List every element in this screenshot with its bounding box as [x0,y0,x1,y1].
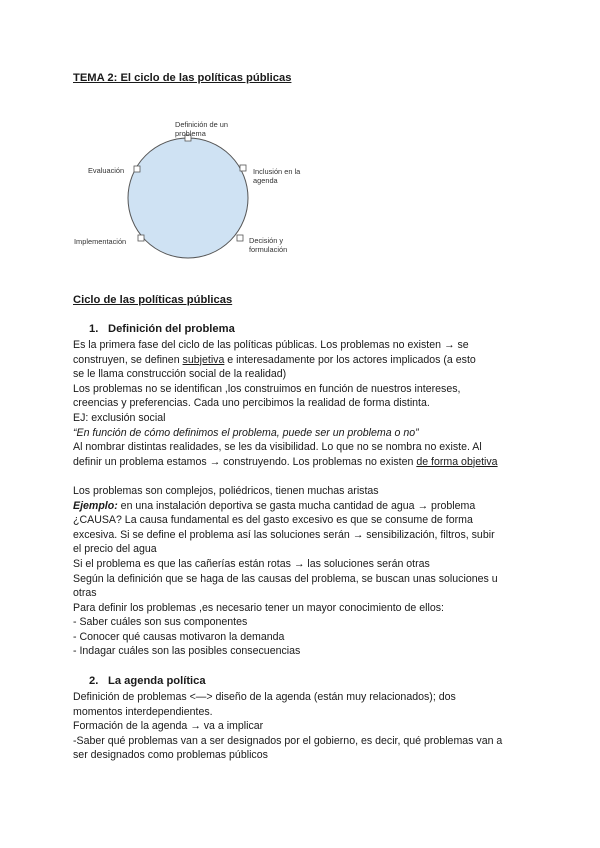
paragraph-line: Los problemas no se identifican ,los construimos en función de nuestros intereses, [73,382,461,395]
section-title: Ciclo de las políticas públicas [73,294,233,306]
paragraph-line: ¿CAUSA? La causa fundamental es del gasto excesivo es que se consume de forma [73,514,473,527]
paragraph-line: Formación de la agenda → va a implicar [73,720,264,733]
underlined-text: de forma objetiva [416,455,498,468]
paragraph-line: Para definir los problemas ,es necesario tener un mayor conocimiento de ellos: [73,601,444,614]
heading-text: La agenda política [108,675,206,687]
heading-text: Definición del problema [108,323,235,335]
paragraph-line: -Saber qué problemas van a ser designados por el gobierno, es decir, qué problemas van a [73,734,503,747]
paragraph-line: otras [73,587,97,600]
cycle-circle [128,138,248,258]
node-implementacion [138,235,144,241]
policy-cycle-diagram [60,112,320,272]
section-1-body [73,338,533,659]
text-run: en una instalación deportiva se gasta mucha cantidad de agua → problema [117,499,476,512]
paragraph-line: creencias y preferencias. Cada uno percibimos la realidad de forma distinta. [73,397,430,410]
bullet-item: - Indagar cuáles son las posibles consecuencias [73,645,301,658]
node-evaluacion [134,166,140,172]
paragraph-line: Según la definición que se haga de las causas del problema, se buscan unas soluciones u [73,572,498,585]
paragraph-line: Si el problema es que las cañerías están rotas → las soluciones serán otras [73,557,430,570]
paragraph-line: se le llama construcción social de la realidad) [73,368,287,381]
paragraph-line: Los problemas son complejos, poliédricos, tienen muchas aristas [73,484,379,497]
text-run: construyen, se definen [73,353,183,366]
example-label: Ejemplo: [73,499,118,512]
node-decision [237,235,243,241]
label-definicion: Definición de un problema [175,120,229,138]
quote-line: “En función de cómo definimos el problema, puede ser un problema o no” [73,426,419,439]
paragraph-line: excesiva. Si se define el problema así las soluciones serán → sensibilización, filtros, subir [73,528,495,541]
heading-agenda-politica [89,675,206,687]
paragraph-line: Definición de problemas <—> diseño de la agenda (están muy relacionados); dos [73,691,456,703]
paragraph-line: EJ: exclusión social [73,411,166,424]
node-inclusion [240,165,246,171]
label-implementacion: Implementación [74,237,127,246]
paragraph-line [73,455,533,470]
label-decision: Decisión y formulación [249,236,288,254]
text-run: definir un problema estamos → construyendo. Los problemas no existen [73,455,417,468]
section-2-body [73,690,533,763]
bullet-item: - Saber cuáles son sus componentes [73,616,248,629]
paragraph-line: ser designados como problemas públicos [73,749,268,762]
paragraph-line: Al nombrar distintas realidades, se les da visibilidad. Lo que no se nombra no existe. Al [73,441,482,454]
text-run: e interesadamente por los actores implicados (a esto [224,353,476,366]
paragraph-line [73,353,533,368]
underlined-text: subjetiva [182,353,225,366]
paragraph-line: momentos interdependientes. [73,705,213,718]
heading-definicion-problema [89,323,235,335]
label-inclusion: Inclusión en la agenda [253,167,301,185]
heading-number: 1. [89,323,99,335]
bullet-item: - Conocer qué causas motivaron la demanda [73,630,285,643]
paragraph-line: Es la primera fase del ciclo de las políticas públicas. Los problemas no existen → se [73,339,469,351]
label-evaluacion: Evaluación [88,166,125,175]
heading-number: 2. [89,675,99,687]
paragraph-line: el precio del agua [73,543,157,556]
document-title: TEMA 2: El ciclo de las políticas públicas [73,72,292,84]
spacer [73,469,533,484]
example-line [73,499,533,514]
